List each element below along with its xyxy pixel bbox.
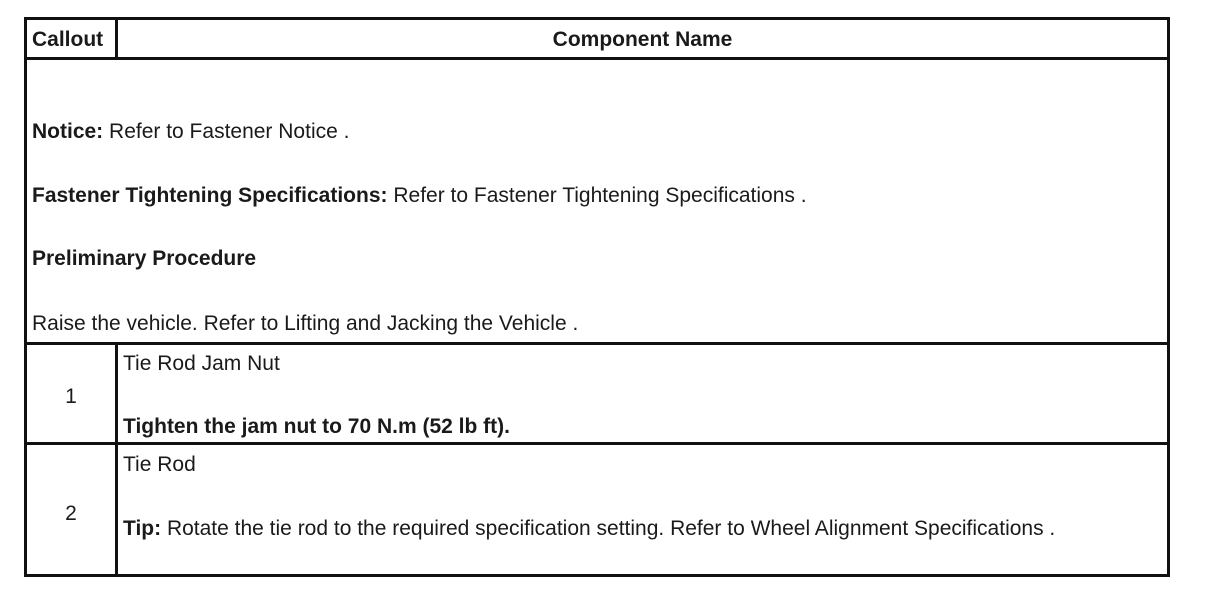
raise-vehicle-step[interactable]: Raise the vehicle. Refer to Lifting and Jacking the Vehicle . <box>32 312 579 335</box>
tip-link-text[interactable]: Rotate the tie rod to the required specification setting. Refer to Wheel Alignment Specifications . <box>161 517 1056 540</box>
table-header-row <box>27 20 1167 60</box>
preliminary-procedure-heading: Preliminary Procedure <box>32 247 257 270</box>
header-divider <box>115 20 118 60</box>
fastener-spec-label: Fastener Tightening Specifications: <box>32 184 388 207</box>
table-row <box>27 345 1167 445</box>
tip-label: Tip: <box>123 517 162 540</box>
callout-number: 2 <box>65 502 77 525</box>
callout-column-header: Callout <box>32 28 104 51</box>
table-row <box>27 445 1167 577</box>
notice-link-text[interactable]: Refer to Fastener Notice . <box>103 120 350 143</box>
callout-number: 1 <box>65 385 77 408</box>
procedure-table <box>24 17 1170 577</box>
intro-row <box>27 60 1167 345</box>
tip-line <box>123 517 1055 541</box>
fastener-spec-link-text[interactable]: Refer to Fastener Tightening Specifications . <box>387 184 807 207</box>
fastener-spec-line <box>32 184 807 208</box>
torque-instruction: Tighten the jam nut to 70 N.m (52 lb ft). <box>123 415 510 438</box>
component-name: Tie Rod <box>123 453 196 476</box>
component-name: Tie Rod Jam Nut <box>123 352 280 375</box>
notice-line <box>32 120 349 144</box>
component-name-column-header: Component Name <box>552 28 733 51</box>
notice-label: Notice: <box>32 120 104 143</box>
